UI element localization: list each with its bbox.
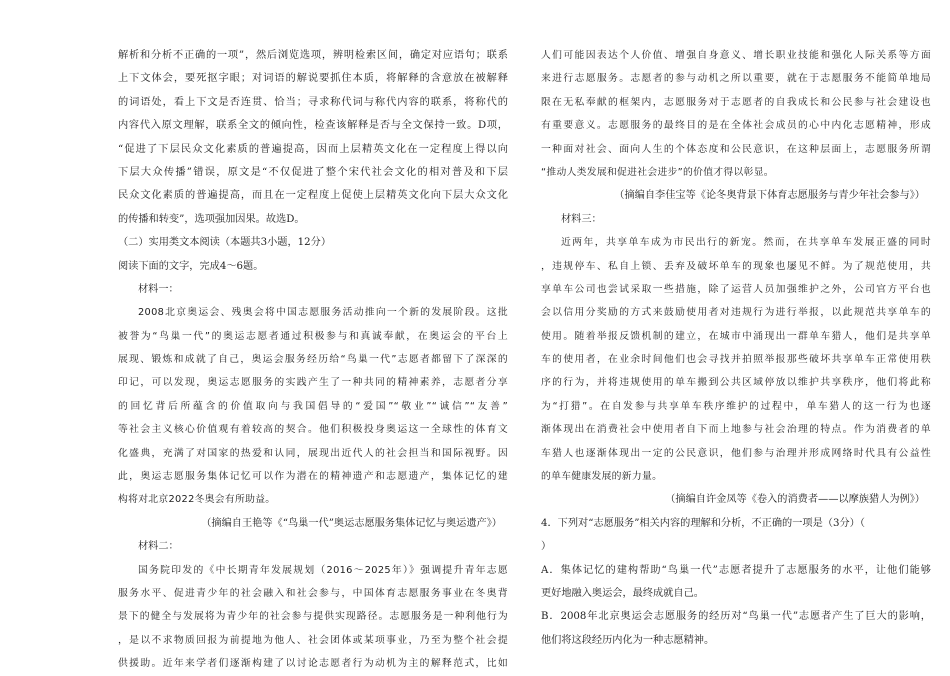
material-1-line: 构将对北京2022冬奥会有所助益。 bbox=[118, 494, 276, 506]
material-1-line: 印记，可以发现，奥运志愿服务的实践产生了一种共同的精神素养，志愿者分享 bbox=[118, 377, 508, 389]
material-3-line: 序的行为，并将违规使用的单车搬到公共区域停放以维护共享秩序，他们将此称 bbox=[541, 377, 931, 389]
material-3-source: （摘编自许金凤等《卷入的消费者——以摩族猎人为例》） bbox=[665, 494, 925, 506]
material-3-line: 使用。随着举报反馈机制的建立，在城市中涌现出一群单车猎人，他们是共享单 bbox=[541, 330, 931, 342]
material-1-line: 的回忆背后所蕴含的价值取向与我国倡导的“爱国”“敬业”“诚信”“友善” bbox=[118, 400, 508, 412]
material-2-line: 一种面对社会、面向人生的个体态度和公民意识，在这种层面上，志愿服务所谓 bbox=[541, 143, 931, 155]
material-3-line: 会以信用分奖励的方式来鼓励使用者对违规行为进行举报，以此规范共享单车的 bbox=[541, 307, 931, 319]
material-2-line: 国务院印发的《中长期青年发展规划（2016～2025年）》强调提升青年志愿 bbox=[138, 564, 508, 576]
material-2-line: 来进行志愿服务。志愿者的参与动机之所以重要，就在于志愿服务不能简单地局 bbox=[541, 73, 931, 85]
material-1-line: 化盛典，充满了对国家的热爱和认同，展现出近代人的社会担当和国际视野。因 bbox=[118, 447, 508, 459]
option-a: 更好地融入奥运会，最终成就自己。 bbox=[541, 587, 704, 599]
material-1-source: （摘编自王艳等《“鸟巢一代”奥运志愿服务集体记忆与奥运遗产》） bbox=[201, 517, 502, 529]
material-3-line: ，违规停车、私自上锁、丢弃及破坏单车的现象也屡见不鲜。为了规范使用，共 bbox=[541, 260, 931, 272]
analysis-line: 下层大众传播”错误，原文是“不仅促进了整个宋代社会文化的相对普及和下层 bbox=[118, 166, 508, 178]
instruction-text: 阅读下面的文字，完成4～6题。 bbox=[118, 260, 264, 272]
material-1-line: 等社会主义核心价值观有着较高的契合。他们积极投身奥运这一全球性的体育文 bbox=[118, 424, 508, 436]
analysis-line: 上下文体会，要死抠字眼；对词语的解说要抓住本质，将解释的含意放在被解释 bbox=[118, 73, 508, 85]
question-4-stem: 4．下列对“志愿服务”相关内容的理解和分析，不正确的一项是（3分）（ bbox=[541, 517, 865, 529]
material-2-label: 材料二： bbox=[138, 541, 179, 553]
material-2-line: 人们可能因表达个人价值、增强自身意义、增长职业技能和强化人际关系等方面 bbox=[541, 50, 931, 61]
section-heading: （二）实用类文本阅读（本题共3小题，12分） bbox=[118, 237, 332, 249]
material-1-line: 展现、锻炼和成就了自己，奥运会服务经历给“鸟巢一代”志愿者都留下了深深的 bbox=[118, 354, 508, 366]
analysis-line: “促进了下层民众文化素质的普遍提高，因而上层精英文化在一定程度上得以向 bbox=[118, 143, 508, 155]
material-2-line: 限在无私奉献的框架内，志愿服务对于志愿者的自我成长和公民参与社会建设也 bbox=[541, 96, 931, 108]
material-2-line: 服务水平、促进青少年的社会融入和社会参与，中国体育志愿服务事业在冬奥背 bbox=[118, 587, 508, 599]
material-1-line: 被誉为“鸟巢一代”的奥运志愿者通过积极参与和真诚奉献，在奥运会的平台上 bbox=[118, 330, 508, 342]
analysis-line: 内容代入原文理解，联系全文的倾向性，检查该解释是否与全文保持一致。D项， bbox=[118, 120, 508, 132]
question-4-stem: ） bbox=[541, 541, 552, 553]
analysis-line: 的传播和转变”，选项强加因果。故选D。 bbox=[118, 213, 305, 225]
material-3-label: 材料三： bbox=[561, 213, 602, 225]
material-2-line: ，是以不求物质回报为前提地为他人、社会团体或某项事业，乃至为整个社会提 bbox=[118, 634, 508, 646]
material-2-line: “推动人类发展和促进社会进步”的价值才得以彰显。 bbox=[541, 166, 774, 178]
analysis-line: 的词语处，看上下文是否连贯、恰当；寻求称代词与称代内容的联系，将称代的 bbox=[118, 96, 508, 108]
material-3-line: 的单车健康发展的新力量。 bbox=[541, 471, 663, 483]
material-3-line: 近两年，共享单车成为市民出行的新宠。然而，在共享单车发展正盛的同时 bbox=[561, 237, 931, 249]
left-column bbox=[118, 44, 508, 676]
right-column bbox=[541, 44, 931, 652]
material-1-line: 此，奥运志愿服务集体记忆可以作为潜在的精神遗产和志愿遗产，集体记忆的建 bbox=[118, 471, 508, 483]
material-3-line: 车的使用者，在业余时间他们也会寻找并拍照举报那些破坏共享单车正常使用秩 bbox=[541, 354, 931, 366]
material-1-line: 2008北京奥运会、残奥会将中国志愿服务活动推向一个新的发展阶段。这批 bbox=[138, 307, 508, 319]
material-3-line: 为“打猎”。在自发参与共享单车秩序维护的过程中，单车猎人的这一行为也逐 bbox=[541, 400, 931, 412]
material-2-source: （摘编自李佳宝等《论冬奥背景下体育志愿服务与青少年社会参与》） bbox=[614, 190, 925, 202]
option-a: A．集体记忆的建构帮助“鸟巢一代”志愿者提升了志愿服务的水平，让他们能够 bbox=[541, 564, 931, 576]
option-b: 他们将这段经历内化为一种志愿精神。 bbox=[541, 634, 715, 646]
option-b: B．2008年北京奥运会志愿服务的经历对“鸟巢一代”志愿者产生了巨大的影响， bbox=[541, 611, 931, 623]
material-3-line: 渐体现出在消费社会中使用者自下而上地参与社会治理的特点。作为消费者的单 bbox=[541, 424, 931, 436]
material-2-line: 有重要意义。志愿服务的最终目的是在全体社会成员的心中内化志愿精神，形成 bbox=[541, 120, 931, 132]
analysis-line: 解析和分析不正确的一项”，然后浏览选项，辨明检索区间，确定对应语句；联系 bbox=[118, 50, 508, 61]
material-2-line: 景下的健全与发展将为青少年的社会参与提供实现路径。志愿服务是一种利他行为 bbox=[118, 611, 508, 623]
material-2-line: 供援助。近年来学者们逐渐构建了以讨论志愿者行为动机为主的解释范式，比如 bbox=[118, 658, 508, 670]
material-3-line: 享单车公司也尝试采取一些措施，除了运营人员加强维护之外，公司官方平台也 bbox=[541, 283, 931, 295]
material-3-line: 车猎人也逐渐体现出一定的公民意识，他们参与治理并形成网络时代具有公益性 bbox=[541, 447, 931, 459]
analysis-line: 民众文化素质的普遍提高，而且在一定程度上促使上层精英文化向下层大众文化 bbox=[118, 190, 508, 202]
material-1-label: 材料一： bbox=[138, 283, 179, 295]
